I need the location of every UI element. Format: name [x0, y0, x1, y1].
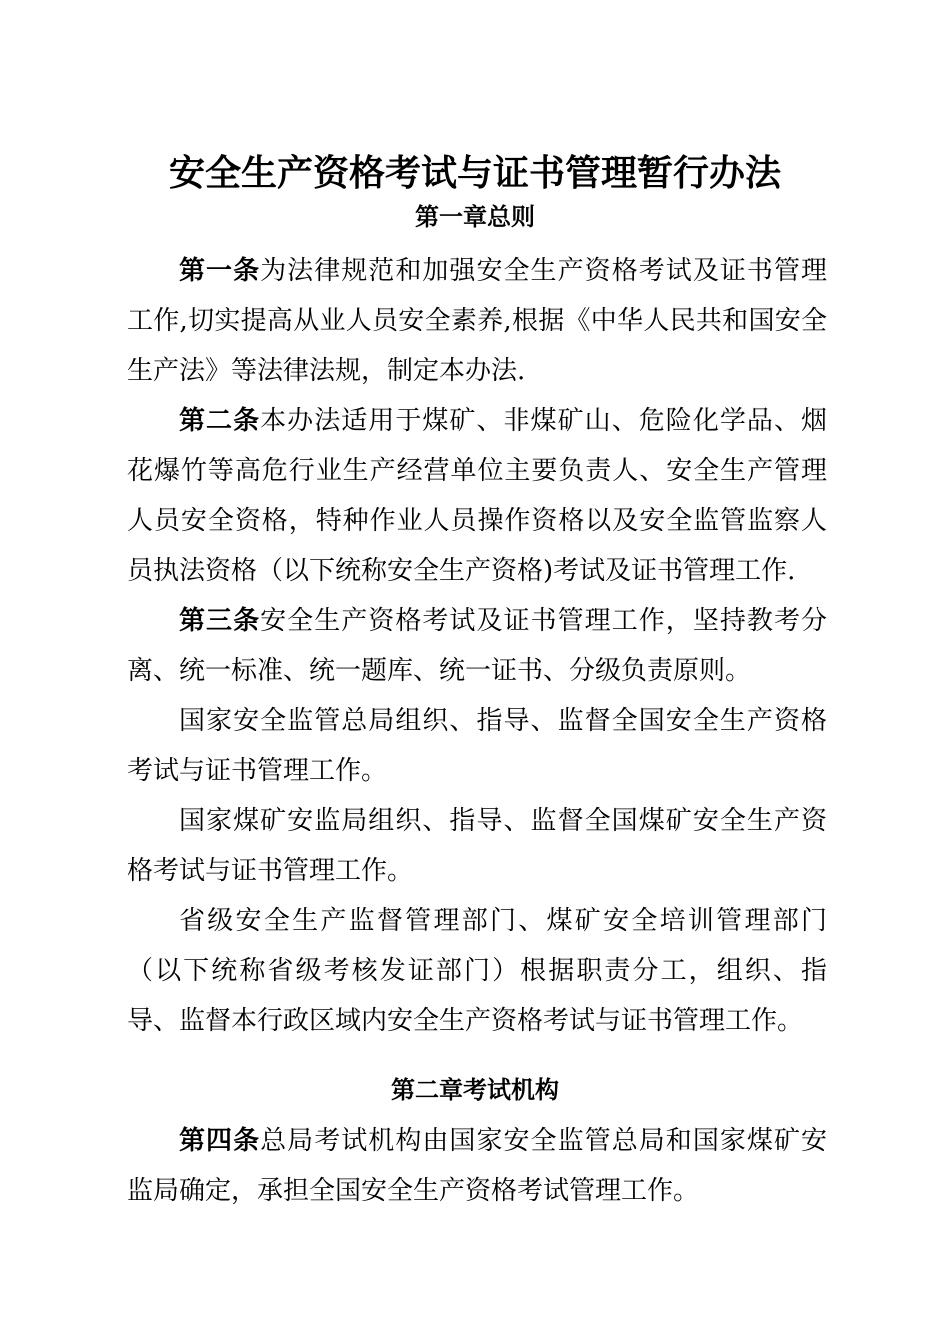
- article-text: 为法律规范和加强安全生产资格考试及证书管理工作,切实提高从业人员安全素养,根据《中华人民共和国安全生产法》等法律法规，制定本办法.: [127, 256, 827, 386]
- article-3: [127, 596, 827, 696]
- article-text: 总局考试机构由国家安全监管总局和国家煤矿安监局确定，承担全国安全生产资格考试管理工作。: [127, 1126, 827, 1206]
- article-text: 本办法适用于煤矿、非煤矿山、危险化学品、烟花爆竹等高危行业生产经营单位主要负责人、安全生产管理人员安全资格，特种作业人员操作资格以及安全监管监察人员执法资格（以下统称安全生产资格)考试及证书管理工作.: [127, 406, 827, 586]
- document-title: 安全生产资格考试与证书管理暂行办法: [168, 152, 781, 194]
- article-number: 第三条: [179, 606, 261, 636]
- article-2: [127, 396, 827, 596]
- chapter-1-heading: 第一章总则: [415, 203, 535, 231]
- paragraph-safety-admin: 国家安全监管总局组织、指导、监督全国安全生产资格考试与证书管理工作。: [127, 706, 827, 786]
- article-text: 安全生产资格考试及证书管理工作，坚持教考分离、统一标准、统一题库、统一证书、分级负责原则。: [127, 606, 827, 686]
- chapter-2-heading: 第二章考试机构: [391, 1076, 559, 1104]
- article-1: [127, 246, 827, 396]
- article-number: 第一条: [179, 256, 261, 286]
- article-number: 第四条: [179, 1126, 261, 1156]
- article-4: [127, 1116, 827, 1216]
- article-number: 第二条: [179, 406, 261, 436]
- paragraph-provincial: 省级安全生产监督管理部门、煤矿安全培训管理部门（以下统称省级考核发证部门）根据职责分工，组织、指导、监督本行政区域内安全生产资格考试与证书管理工作。: [127, 906, 827, 1036]
- paragraph-coal-admin: 国家煤矿安监局组织、指导、监督全国煤矿安全生产资格考试与证书管理工作。: [127, 806, 827, 886]
